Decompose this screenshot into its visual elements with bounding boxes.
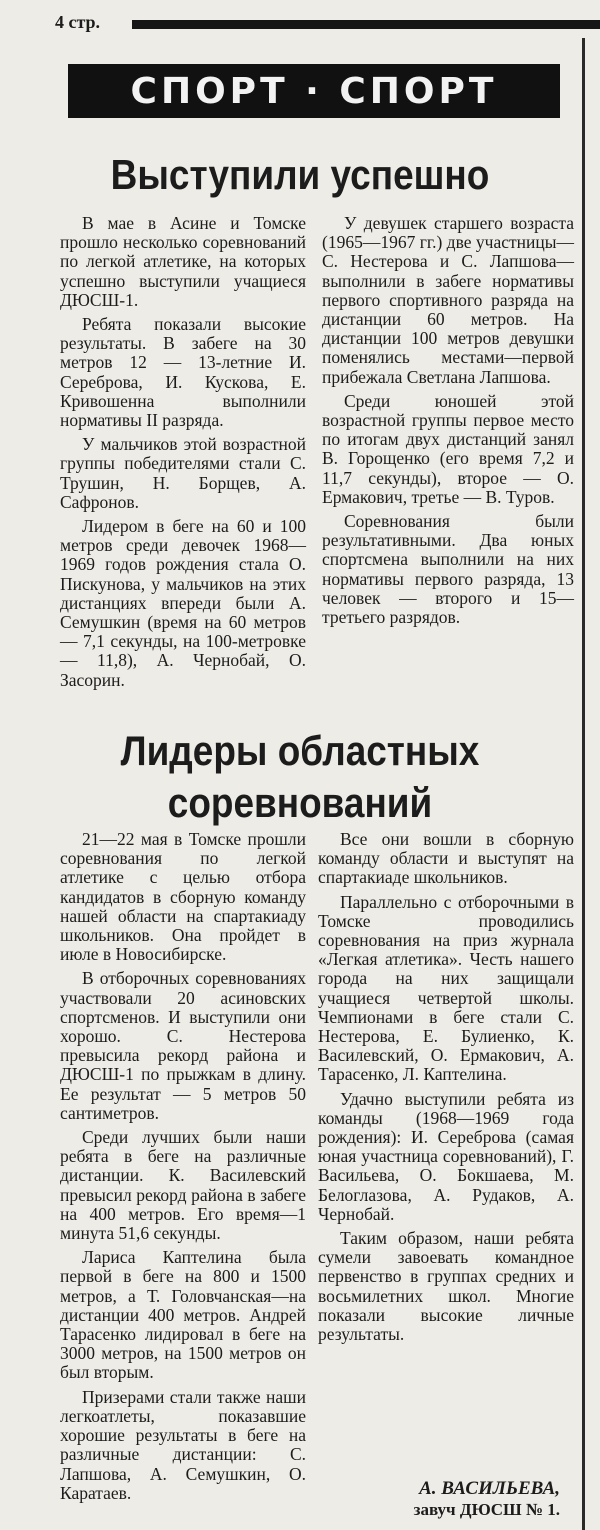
article1-title: Выступили успешно (110, 151, 490, 198)
header-rule (132, 20, 600, 29)
paragraph: Соревнования были результативными. Два юных спортсмена выполнили на них нормативы первого разряда, 13 человек — второго и 15—третьего разрядов. (322, 511, 574, 628)
paragraph: Все они вошли в сборную команду области и выступят на спартакиаде школьников. (318, 829, 574, 888)
paragraph: У девушек старшего возраста (1965—1967 гг.) две участницы—С. Нестерова и С. Лапшова—выполнили в забеге нормативы первого спортивного разряда на дистанции 60 метров. На дистанции 100 метров девушки поменялись местами—первой прибежала Светлана Лапшова. (322, 213, 574, 387)
article2-title-line1: Лидеры областных (120, 727, 480, 774)
paragraph: Ребята показали высокие результаты. В забеге на 30 метров 12 — 13-летние И. Сереброва, И. Кускова, Е. Кривошенна выполнили нормативы II разряда. (60, 314, 306, 431)
page-number: 4 стр. (55, 12, 101, 32)
paragraph: В мае в Асине и Томске прошло несколько соревнований по легкой атлетике, на которых успешно выступили учащиеся ДЮСШ-1. (60, 213, 306, 310)
paragraph: Среди лучших были наши ребята в беге на различные дистанции. К. Василевский превысил рекорд района в забеге на 400 метров. Его время—1 минута 51,6 секунды. (60, 1127, 306, 1244)
section-banner: СПОРТ · СПОРТ (68, 64, 560, 118)
article1-column-right (322, 214, 574, 632)
paragraph: Параллельно с отборочными в Томске проводились соревнования на приз журнала «Легкая атлетика». Честь нашего города на них защищали учащиеся четвертой школы. Чемпионами в беге стали С. Нестерова, Е. Булиенко, К. Василевский, О. Ермакович, А. Тарасенко, Л. Каптелина. (318, 891, 574, 1085)
article2-title-line2: соревнований (167, 779, 433, 826)
paragraph: В отборочных соревнованиях участвовали 20 асиновских спортсменов. И выступили они хорошо. С. Нестерова превысила рекорд района и ДЮСШ-1 по прыжкам в длину. Ее результат — 5 метров 50 сантиметров. (60, 968, 306, 1123)
paragraph: Лариса Каптелина была первой в беге на 800 и 1500 метров, а Т. Головчанская—на дистанции 400 метров. Андрей Тарасенко лидировал в беге на 3000 метров, на 1500 метров он был вторым. (60, 1247, 306, 1383)
paragraph: 21—22 мая в Томске прошли соревнования по легкой атлетике с целью отбора кандидатов в сборную команду нашей области на спартакиаду школьников. Она пройдет в июле в Новосибирске. (60, 829, 306, 965)
column-rule (582, 38, 585, 1530)
paragraph: У мальчиков этой возрастной группы победителями стали С. Трушин, Н. Борщев, А. Сафронов. (60, 434, 306, 512)
signature-name: А. ВАСИЛЬЕВА, (419, 1478, 560, 1499)
paragraph: Лидером в беге на 60 и 100 метров среди девочек 1968—1969 годов рождения стала О. Пискунова, у мальчиков на этих дистанциях впереди были А. Семушкин (время на 60 метров — 7,1 секунды, на 100-метровке — 11,8), А. Чернобай, О. Засорин. (60, 516, 306, 690)
paragraph: Удачно выступили ребята из команды (1968—1969 года рождения): И. Сереброва (самая юная участница соревнований), Г. Васильева, О. Бокшаева, М. Белоглазова, А. Рудаков, А. Чернобай. (318, 1088, 574, 1224)
paragraph: Среди юношей этой возрастной группы первое место по итогам двух дистанций занял В. Горощенко (его время 7,2 и 11,7 секунды), второе — О. Ермакович, третье — В. Туров. (322, 390, 574, 507)
signature (414, 1478, 560, 1520)
paragraph: Призерами стали также наши легкоатлеты, показавшие хорошие результаты в беге на различные дистанции: С. Лапшова, А. Семушкин, О. Каратаев. (60, 1386, 306, 1503)
signature-position: завуч ДЮСШ № 1. (413, 1500, 560, 1519)
paragraph: Таким образом, наши ребята сумели завоевать командное первенство в группах средних и восьмилетних школ. Многие показали высокие личные результаты. (318, 1228, 574, 1345)
article2-column-right (318, 830, 574, 1349)
article1-column-left (60, 214, 306, 695)
article2-title (62, 725, 537, 829)
article2-column-left (60, 830, 306, 1508)
